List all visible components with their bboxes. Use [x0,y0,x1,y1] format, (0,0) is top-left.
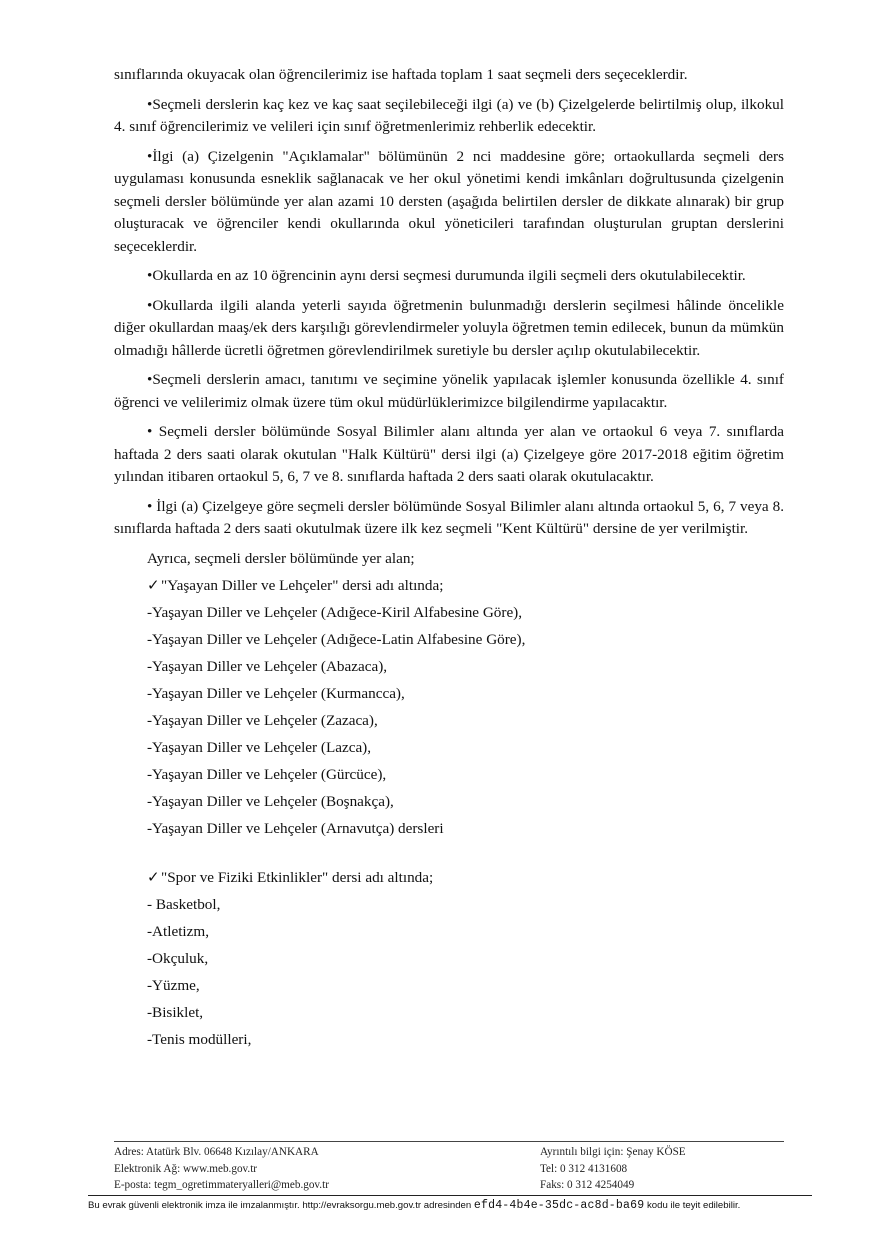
footer-contact-block [540,1144,790,1194]
list-item: -Okçuluk, [147,950,209,967]
verification-note [88,1199,818,1213]
list-item: -Yaşayan Diller ve Lehçeler (Adığece-Latin Alfabesine Göre), [147,631,526,648]
footer-tel: Tel: 0 312 4131608 [540,1162,628,1175]
list-item: -Yaşayan Diller ve Lehçeler (Abazaca), [147,658,388,675]
list-item: -Yaşayan Diller ve Lehçeler (Zazaca), [147,712,378,729]
footer-email-link[interactable]: E-posta: tegm_ogretimmateryalleri@meb.gov.tr [114,1179,329,1191]
list-item: -Yaşayan Diller ve Lehçeler (Adığece-Kiril Alfabesine Göre), [147,604,523,621]
paragraph: •Seçmeli derslerin kaç kez ve kaç saat seçilebileceği ilgi (a) ve (b) Çizelgelerde belirtilmiş olup, ilkokul 4. sınıf öğrencilerimiz ve velileri için sınıf öğretmenlerimiz rehberlik edecektir. [114,95,784,135]
verification-suffix: kodu ile teyit edilebilir. [647,1200,741,1211]
footer-fax: Faks: 0 312 4254049 [540,1179,635,1191]
languages-heading: "Yaşayan Diller ve Lehçeler" dersi adı altında; [161,577,444,594]
list-item: -Yaşayan Diller ve Lehçeler (Boşnakça), [147,793,394,810]
check-mark-icon: ✓ [147,869,160,886]
paragraph: •Okullarda en az 10 öğrencinin aynı dersi seçmesi durumunda ilgili seçmeli ders okutulabilecektir. [147,267,746,284]
paragraph: • Seçmeli dersler bölümünde Sosyal Bilimler alanı altında yer alan ve ortaokul 6 veya 7. sınıflarda haftada 2 ders saati olarak okutulan "Halk Kültürü" dersi ilgi (a) Çizelgeye göre 2017-2018 eğitim öğretim yılından itibaren ortaokul 5, 6, 7 ve 8. sınıflarda haftada 2 ders saati olarak okutulacaktır. [114,423,784,485]
list-item: -Bisiklet, [147,1004,204,1021]
intro-text: Ayrıca, seçmeli dersler bölümünde yer alan; [147,549,415,567]
footer-contact: Ayrıntılı bilgi için: Şenay KÖSE [540,1146,686,1158]
sports-heading: "Spor ve Fiziki Etkinlikler" dersi adı altında; [161,869,434,886]
paragraph: •İlgi (a) Çizelgenin "Açıklamalar" bölümünün 2 nci maddesine göre; ortaokullarda seçmeli ders uygulaması konusunda esneklik sağlanacak ve her okul yönetimi kendi imkânları doğrultusunda çizelgenin seçmeli dersler bölümünde yer alan azami 10 dersten (aşağıda belirtilen dersler de dikkate alınarak) bir grup oluşturacak ve öğrenciler kendi okullarında okul yöneticileri tarafından oluşturulan gruptan derslerini seçeceklerdir. [114,147,784,255]
languages-list [114,574,784,841]
verification-divider [88,1195,812,1196]
list-heading [147,866,784,890]
list-item: -Yaşayan Diller ve Lehçeler (Arnavutça) dersleri [147,820,444,837]
footer-address-block [114,1144,444,1194]
verification-code: efd4-4b4e-35dc-ac8d-ba69 [473,1199,645,1212]
sports-list [114,866,784,1052]
list-item: -Yaşayan Diller ve Lehçeler (Gürcüce), [147,766,387,783]
paragraph: • İlgi (a) Çizelgeye göre seçmeli dersler bölümünde Sosyal Bilimler alanı altında ortaokul 5, 6, 7 veya 8. sınıflarda haftada 2 ders saati okutulmak üzere ilk kez seçmeli "Kent Kültürü" dersine de yer verilmiştir. [114,497,784,537]
list-item: - Basketbol, [147,896,221,913]
paragraph: sınıflarında okuyacak olan öğrencilerimiz ise haftada toplam 1 saat seçmeli ders seçeceklerdir. [114,66,688,83]
list-item: -Yaşayan Diller ve Lehçeler (Kurmancca), [147,685,405,702]
spacer [114,844,784,866]
footer-divider [114,1141,784,1142]
paragraph: •Seçmeli derslerin amacı, tanıtımı ve seçimine yönelik yapılacak işlemler konusunda özellikle 4. sınıf öğrenci ve velilerimiz olmak üzere tüm okul müdürlüklerimizce bilgilendirme yapılacaktır. [114,371,784,411]
check-mark-icon: ✓ [147,577,160,594]
list-item: -Yaşayan Diller ve Lehçeler (Lazca), [147,739,372,756]
footer-web-link[interactable]: Elektronik Ağ: www.meb.gov.tr [114,1162,258,1175]
footer-address: Adres: Atatürk Blv. 06648 Kızılay/ANKARA [114,1146,319,1158]
list-item: -Tenis modülleri, [147,1031,252,1048]
paragraph: •Okullarda ilgili alanda yeterli sayıda öğretmenin bulunmadığı derslerin seçilmesi hâlinde öncelikle diğer okullardan maaş/ek ders karşılığı görevlendirmeler yoluyla öğretmen temin edilecek, bunun da mümkün olmadığı hâllerde ücretli öğretmen görevlendirilmek suretiyle bu dersler açılıp okutulabilecektir. [114,296,784,359]
verification-prefix: Bu evrak güvenli elektronik imza ile imzalanmıştır. http://evraksorgu.meb.gov.tr adresinden [88,1200,472,1211]
list-item: -Yüzme, [147,977,200,994]
document-body [114,64,784,1055]
list-heading [147,574,784,598]
list-item: -Atletizm, [147,923,209,940]
